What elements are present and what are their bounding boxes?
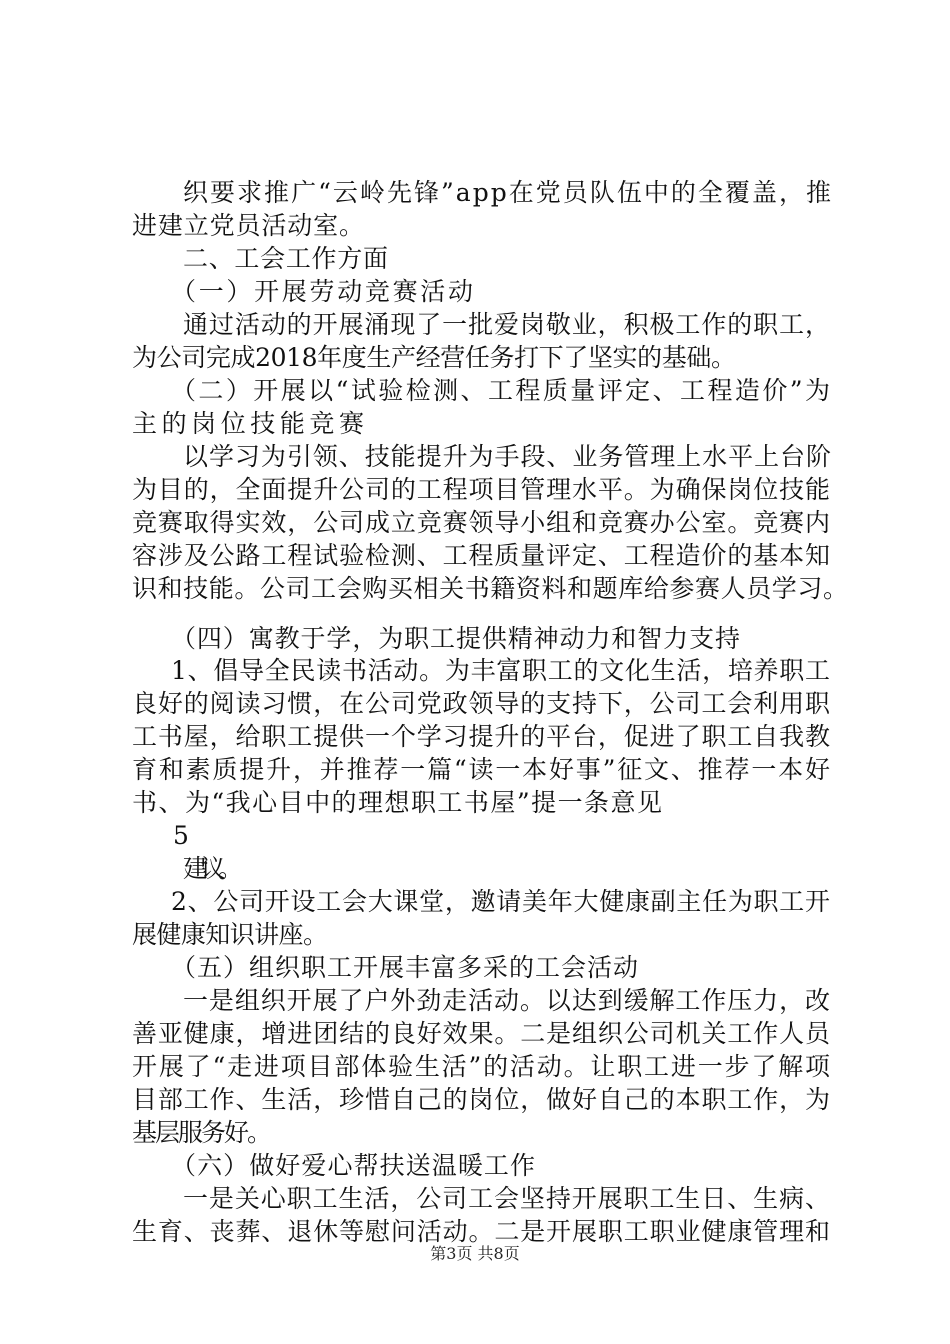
text-line: 书、为“我心目中的理想职工书屋”提一条意见	[132, 788, 664, 817]
text-line: 通过活动的开展涌现了一批爱岗敬业，积极工作的职工，	[183, 310, 831, 339]
text-line: 识和技能。公司工会购买相关书籍资料和题库给参赛人员学习。	[132, 574, 849, 603]
subsection-heading: （二）开展以“试验检测、工程质量评定、工程造价”为	[171, 376, 833, 405]
text-line: 主的岗位技能竞赛	[132, 409, 369, 438]
text-line: 目部工作、生活，珍惜自己的岗位，做好自己的本职工作，为	[132, 1085, 831, 1114]
section-heading: 二、工会工作方面	[183, 244, 389, 273]
text-line: 以学习为引领、技能提升为手段、业务管理上水平上台阶	[183, 442, 832, 471]
text-line: 善亚健康，增进团结的良好效果。二是组织公司机关工作人员	[132, 1019, 831, 1048]
text-line: 生育、丧葬、退休等慰问活动。二是开展职工职业健康管理和	[132, 1217, 831, 1246]
text-line: 为目的，全面提升公司的工程项目管理水平。为确保岗位技能	[132, 475, 831, 504]
text-line: 1、倡导全民读书活动。为丰富职工的文化生活，培养职工	[171, 656, 831, 685]
page-footer: 第3页 共8页	[430, 1244, 520, 1263]
text-line: 展健康知识讲座。	[132, 920, 328, 949]
subsection-heading: （五）组织职工开展丰富多采的工会活动	[171, 953, 639, 982]
text-line: 竞赛取得实效，公司成立竞赛领导小组和竞赛办公室。竞赛内	[132, 508, 831, 537]
page-number-inline: 5	[173, 821, 189, 850]
text-line: 容涉及公路工程试验检测、工程质量评定、工程造价的基本知	[132, 541, 831, 570]
text-line: 织要求推广“云岭先锋”app在党员队伍中的全覆盖，推	[183, 178, 834, 207]
text-line: 一是关心职工生活，公司工会坚持开展职工生日、生病、	[183, 1184, 831, 1213]
text-line: 开展了“走进项目部体验生活”的活动。让职工进一步了解项	[132, 1052, 832, 1081]
text-line: 2、公司开设工会大课堂，邀请美年大健康副主任为职工开	[171, 887, 831, 916]
subsection-heading: （六）做好爱心帮扶送温暖工作	[171, 1151, 537, 1180]
subsection-heading: （一）开展劳动竞赛活动	[171, 277, 476, 306]
text-line: 基层服务好。	[132, 1118, 270, 1147]
text-line: 建议。	[183, 854, 236, 883]
text-line: 工书屋，给职工提供一个学习提升的平台，促进了职工自我教	[132, 722, 831, 751]
text-line: 进建立党员活动室。	[132, 211, 365, 240]
text-line: 一是组织开展了户外劲走活动。以达到缓解工作压力，改	[183, 986, 831, 1015]
text-line: 育和素质提升，并推荐一篇“读一本好事”征文、推荐一本好	[132, 755, 832, 784]
text-line: 为公司完成2018年度生产经营任务打下了坚实的基础。	[132, 343, 736, 372]
subsection-heading: （四）寓教于学，为职工提供精神动力和智力支持	[171, 624, 741, 653]
text-line: 良好的阅读习惯，在公司党政领导的支持下，公司工会利用职	[132, 689, 831, 718]
